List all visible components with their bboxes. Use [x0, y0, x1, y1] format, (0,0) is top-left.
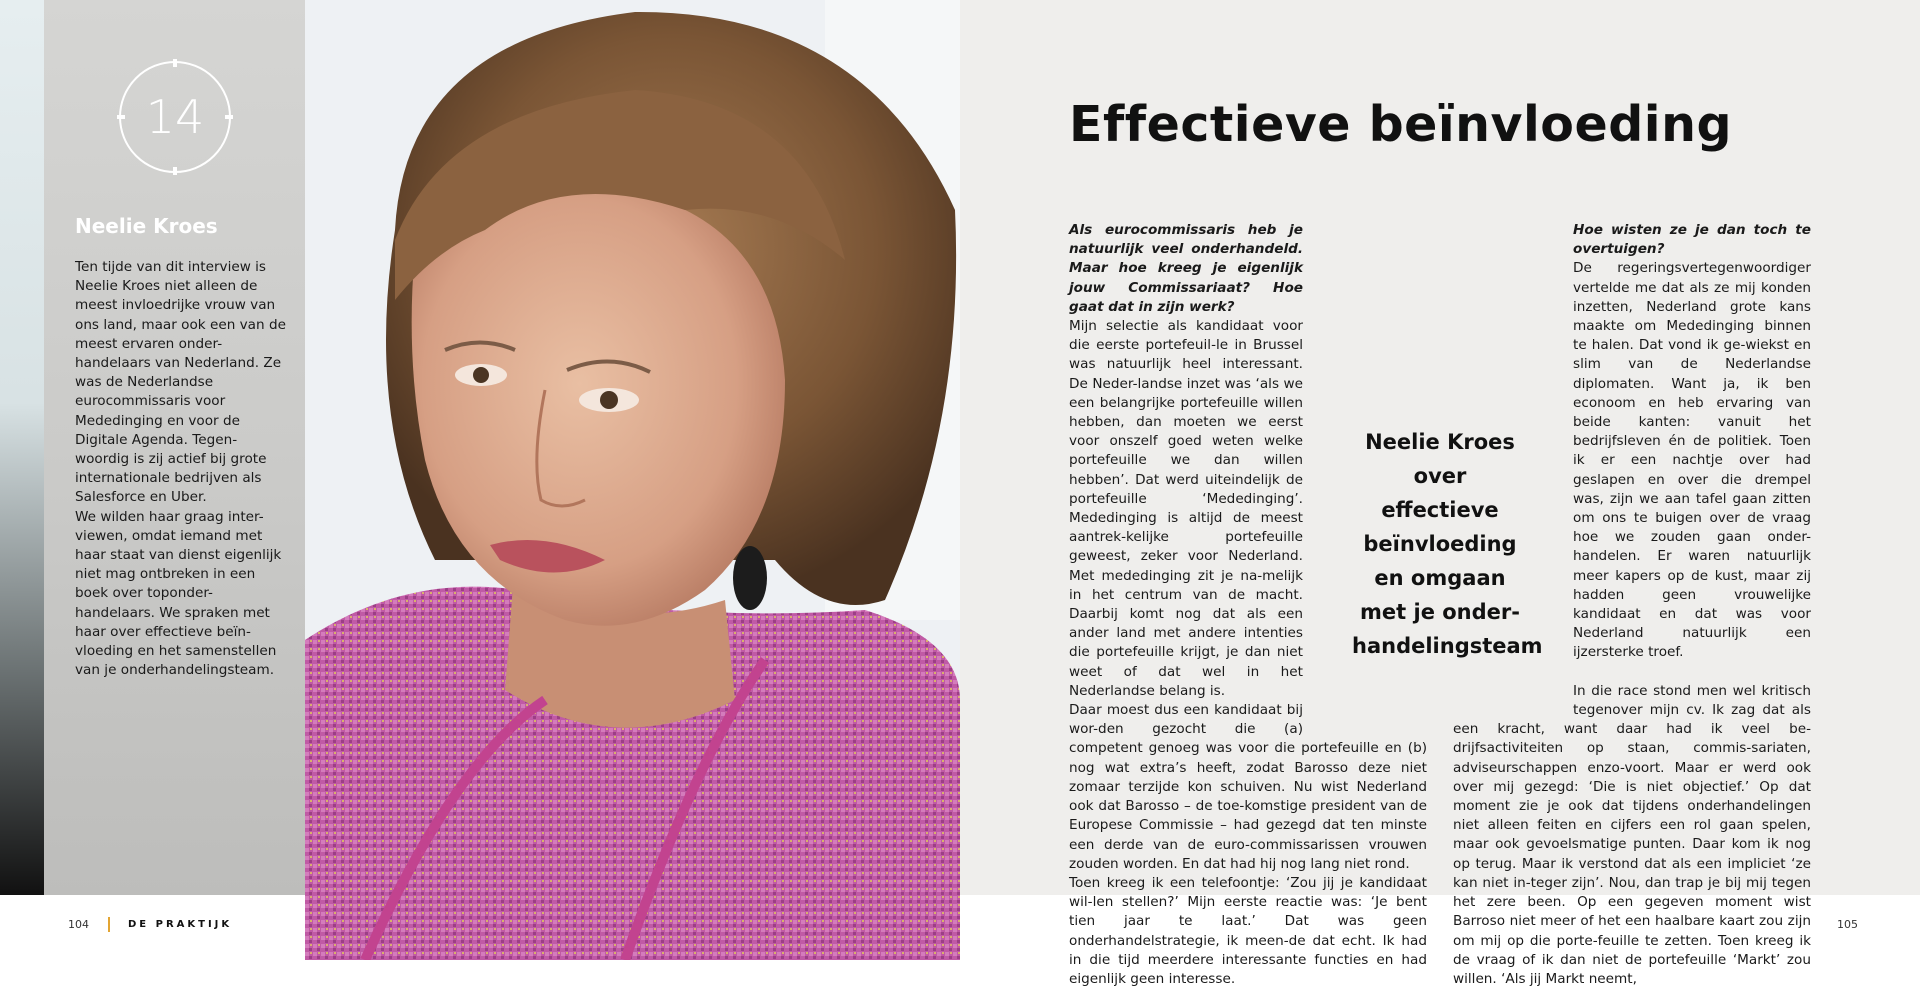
intro-paragraph-2: We wilden haar graag inter-viewen, omdat iemand met haar staat van dienst eigenlijk niet mag ontbreken in een boek over toponder-handelaars. We spraken met haar over effectieve beïn-vloeding en het samenstellen van je onderhandelingsteam. — [75, 508, 282, 679]
chapter-number: 14 — [145, 90, 205, 144]
portrait-illustration — [305, 0, 960, 960]
answer-2-paragraph-2: In die race stond men wel kritisch tegenover mijn cv. Ik zag dat als een kracht, want daar had ik veel be-drijfsactiviteiten op staan, commis-sariaten, adviseurschappen enzo-voort. Maar er werd ook over mij gezegd: ‘Die is niet objectief.’ Op dat moment zie je ook dat tijdens onderhandelingen niet alleen feiten en cijfers een rol gaan spelen, maar ook gevoelsmatige punten. Daar kom ik nog op terug. Maar ik verstond dat als een impliciet ‘ze kan niet in-teger zijn’. Nou, dan trap je bij mij tegen het zere been. Op een gegeven moment wist Barroso niet meer of het een haalbare kaart zou zijn om mij op die porte-feuille te zetten. Toen kreeg ik de vraag of ik dan niet de portefeuille ‘Markt’ zou willen. ‘Als jij Markt neemt, — [1453, 682, 1811, 987]
article-title: Effectieve beïnvloeding — [1069, 96, 1733, 153]
chapter-badge — [119, 61, 231, 173]
footer-divider — [108, 917, 110, 932]
question-1: Als eurocommissaris heb je natuurlijk veel onderhandeld. Maar hoe kreeg je eigenlijk jouw Commissariaat? Hoe gaat dat in zijn werk? — [1069, 222, 1303, 315]
portrait-photo — [305, 0, 960, 960]
pull-quote: Neelie Kroes over effectieve beïnvloeding en omgaan met je onder-handelingsteam — [1352, 430, 1543, 658]
left-page — [0, 0, 960, 960]
question-2: Hoe wisten ze je dan toch te overtuigen? — [1573, 222, 1811, 258]
answer-1-paragraph-1: Mijn selectie als kandidaat voor die eerste portefeuil-le in Brussel was natuurlijk heel interessant. De Neder-landse inzet was ‘als we een belangrijke portefeuille willen hebben, dan moeten we eerst voor onszelf goed weten welke portefeuille we dan willen hebben’. Dat werd uiteindelijk de portefeuille ‘Mededinging’. Mededinging is altijd de meest aantrek-kelijke portefeuille geweest, zeker voor Nederland. Met mededinging zit je na-melijk in het centrum van de macht. Daarbij komt nog dat als een ander land met andere intenties die portefeuille krijgt, je dan niet weet of dat wel in het Nederlandse belang is. — [1069, 318, 1303, 699]
section-label: DE PRAKTIJK — [128, 919, 233, 930]
photo-background-strip — [0, 0, 44, 895]
answer-1-paragraph-2: Daar moest dus een kandidaat bij wor-den gezocht die (a) competent genoeg was voor die portefeuille en (b) nog wat extra’s heeft, zodat Barosso deze niet zomaar terzijde kon schuiven. Nu wist Nederland ook dat Barosso – de toe-komstige president van de Europese Commissie – had gezegd dat ten minste een derde van de euro-commissarissen vrouwen zouden worden. En dat had hij nog lang niet rond. — [1069, 702, 1427, 872]
sidebar-panel — [44, 0, 305, 895]
intro-text — [75, 258, 290, 680]
interviewee-name: Neelie Kroes — [75, 214, 218, 238]
answer-2-paragraph-1: De regeringsvertegenwoordiger vertelde me dat als ze mij konden inzetten, Nederland grote kans maakte om Mededinging binnen te halen. Dat vond ik ge-wiekst en slim van de Nederlandse diplomaten. Want ja, ik ben econoom en heb ervaring van beide kanten: vanuit het bedrijfsleven én de politiek. Toen ik er een nachtje over had geslapen en over die drempel was, zijn we aan tafel gaan zitten om ons te buigen over de vraag hoe we zouden gaan onder-handelen. Er waren natuurlijk meer kapers op de kust, maar zij hadden geen vrouwelijke kandidaat en dat was voor Nederland natuurlijk een ijzersterke troef. — [1573, 260, 1811, 661]
intro-paragraph-1: Ten tijde van dit interview is Neelie Kroes niet alleen de meest invloedrijke vrouw van ons land, maar ook een van de meest ervaren onder-handelaars van Nederland. Ze was de Nederlandse eurocommissaris voor Mededinging en voor de Digitale Agenda. Tegen-woordig is zij actief bij grote internationale bedrijven als Salesforce en Uber. — [75, 259, 286, 506]
right-page — [960, 0, 1920, 987]
page-number-right: 105 — [1837, 918, 1858, 931]
page-number-left: 104 — [68, 918, 89, 931]
answer-1-paragraph-3: Toen kreeg ik een telefoontje: ‘Zou jij je kandidaat wil-len stellen?’ Mijn eerste reactie was: ‘Je bent tien jaar te laat.’ Dat was geen onderhandelstrategie, ik meen-de dat echt. Ik had in die tijd meerdere interessante functies en had eigenlijk geen interesse. — [1069, 874, 1427, 987]
